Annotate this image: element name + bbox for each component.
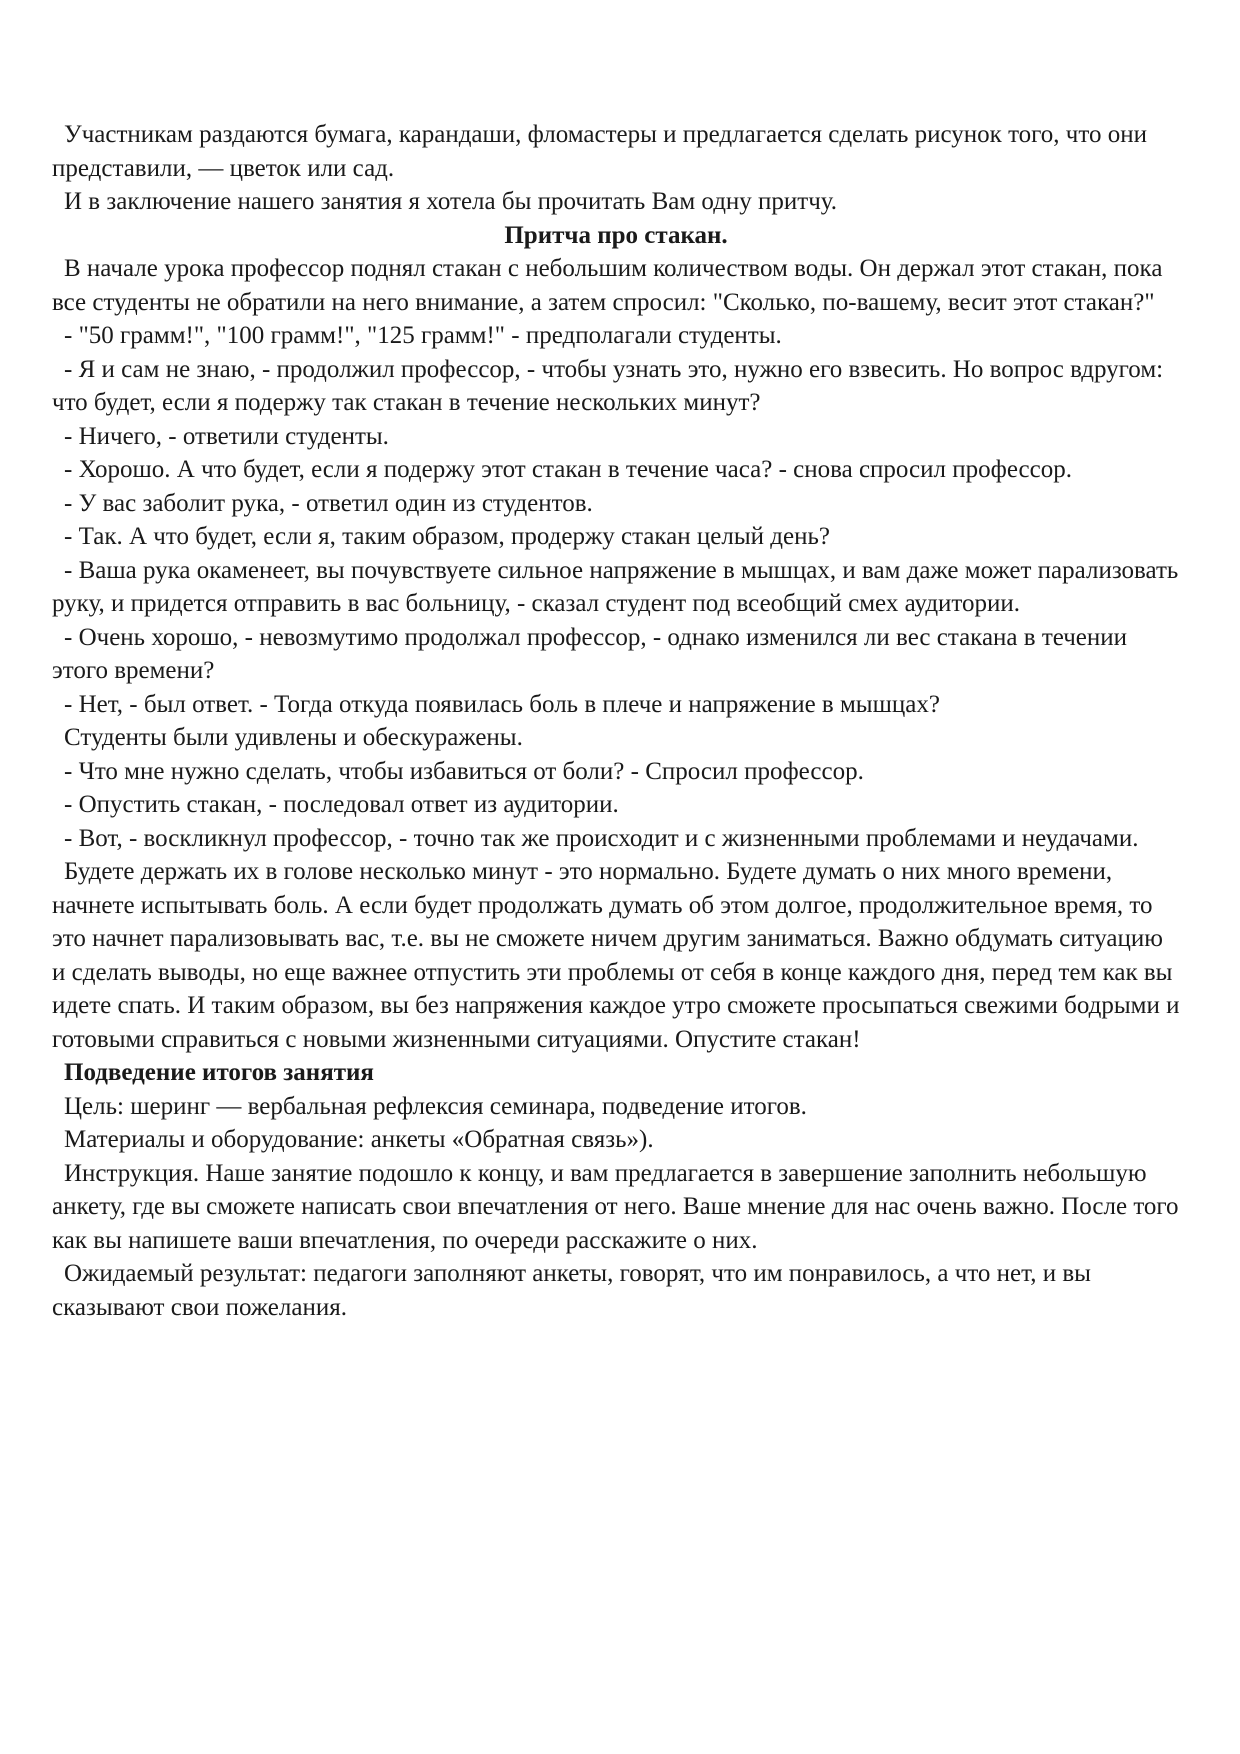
parable-paragraph: - У вас заболит рука, - ответил один из студентов.: [64, 489, 593, 517]
summary-heading: Подведение итогов занятия: [64, 1059, 374, 1086]
parable-paragraph: - Ваша рука окаменеет, вы почувствуете сильное напряжение в мышцах, и вам даже может парализовать руку, и придется отправить в вас больницу, - сказал студент под всеобщий смех аудитории.: [52, 556, 1179, 617]
parable-paragraph: В начале урока профессор поднял стакан с небольшим количеством воды. Он держал этот стакан, пока все студенты не обратили на него внимание, а затем спросил: "Сколько, по-вашему, весит этот стакан?": [52, 255, 1163, 316]
parable-paragraph: - Что мне нужно сделать, чтобы избавиться от боли? - Спросил профессор.: [64, 757, 864, 785]
summary-materials: Материалы и оборудование: анкеты «Обратная связь»).: [64, 1126, 654, 1153]
parable-paragraph: - Вот, - воскликнул профессор, - точно так же происходит и с жизненными проблемами и неудачами.: [64, 824, 1139, 852]
intro-paragraph-2: И в заключение нашего занятия я хотела бы прочитать Вам одну притчу.: [64, 188, 838, 215]
parable-title: Притча про стакан.: [504, 221, 728, 249]
summary-instruction: Инструкция. Наше занятие подошло к концу, и вам предлагается в завершение заполнить небольшую анкету, где вы сможете написать свои впечатления от него. Ваше мнение для нас очень важно. После того как вы напишете ваши впечатления, по очереди расскажите о них.: [52, 1159, 1179, 1254]
parable-paragraph: - Опустить стакан, - последовал ответ из аудитории.: [64, 791, 619, 818]
parable-paragraph: - Я и сам не знаю, - продолжил профессор, - чтобы узнать это, нужно его взвесить. Но вопрос вдругом: что будет, если я подержу так стакан в течение нескольких минут?: [52, 355, 1164, 416]
intro-paragraph-1: Участникам раздаются бумага, карандаши, фломастеры и предлагается сделать рисунок того, что они представили, — цветок или сад.: [52, 121, 1147, 182]
parable-paragraph: - Ничего, - ответили студенты.: [64, 422, 389, 450]
parable-paragraph: - Нет, - был ответ. - Тогда откуда появилась боль в плече и напряжение в мышцах?: [64, 690, 940, 718]
parable-paragraph: - Очень хорошо, - невозмутимо продолжал профессор, - однако изменился ли вес стакана в течении этого времени?: [52, 623, 1128, 684]
parable-paragraph: - Хорошо. А что будет, если я подержу этот стакан в течение часа? - снова спросил профессор.: [64, 456, 1072, 483]
parable-paragraph: Будете держать их в голове несколько минут - это нормально. Будете думать о них много времени, начнете испытывать боль. А если будет продолжать думать об этом долгое, продолжительное время, то это начнет парализовывать вас, т.е. вы не сможете ничем другим заниматься. Важно обдумать ситуацию и сделать выводы, но еще важнее отпустить эти проблемы от себя в конце каждого дня, перед тем как вы идете спать. И таким образом, вы без напряжения каждое утро сможете просыпаться свежими бодрыми и готовыми справиться с новыми жизненными ситуациями. Опустите стакан!: [52, 858, 1180, 1053]
parable-paragraph: - "50 грамм!", "100 грамм!", "125 грамм!" - предполагали студенты.: [64, 322, 782, 349]
parable-paragraph: Студенты были удивлены и обескуражены.: [64, 724, 523, 751]
summary-goal: Цель: шеринг — вербальная рефлексия семинара, подведение итогов.: [64, 1092, 807, 1120]
summary-expected-result: Ожидаемый результат: педагоги заполняют анкеты, говорят, что им понравилось, а что нет, и вы сказывают свои пожелания.: [52, 1260, 1091, 1321]
parable-paragraph: - Так. А что будет, если я, таким образом, продержу стакан целый день?: [64, 523, 830, 550]
